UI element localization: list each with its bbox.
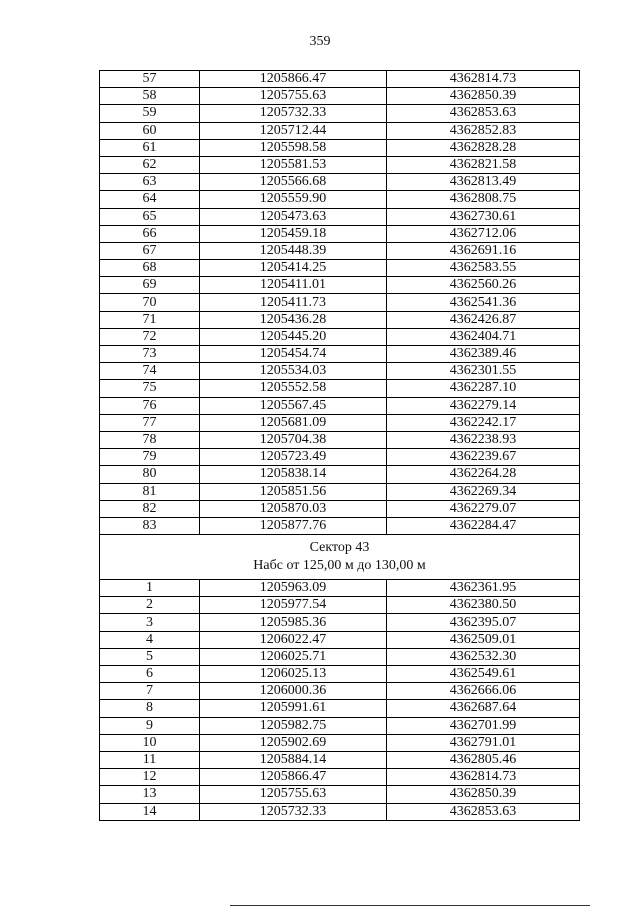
table-row xyxy=(100,346,580,363)
y-coordinate-cell: 4362279.07 xyxy=(387,500,580,517)
coordinates-body-before xyxy=(100,71,580,535)
point-number-cell: 10 xyxy=(100,734,200,751)
y-coordinate-cell: 4362853.63 xyxy=(387,105,580,122)
y-coordinate-cell: 4362560.26 xyxy=(387,277,580,294)
point-number-cell: 79 xyxy=(100,449,200,466)
point-number-cell: 64 xyxy=(100,191,200,208)
x-coordinate-cell: 1205866.47 xyxy=(200,71,387,88)
table-row xyxy=(100,208,580,225)
point-number-cell: 3 xyxy=(100,614,200,631)
y-coordinate-cell: 4362853.63 xyxy=(387,803,580,820)
x-coordinate-cell: 1205982.75 xyxy=(200,717,387,734)
y-coordinate-cell: 4362821.58 xyxy=(387,156,580,173)
x-coordinate-cell: 1205454.74 xyxy=(200,346,387,363)
table-row xyxy=(100,277,580,294)
y-coordinate-cell: 4362583.55 xyxy=(387,260,580,277)
y-coordinate-cell: 4362549.61 xyxy=(387,666,580,683)
point-number-cell: 75 xyxy=(100,380,200,397)
point-number-cell: 1 xyxy=(100,580,200,597)
y-coordinate-cell: 4362380.50 xyxy=(387,597,580,614)
x-coordinate-cell: 1205598.58 xyxy=(200,139,387,156)
x-coordinate-cell: 1205704.38 xyxy=(200,431,387,448)
table-row xyxy=(100,751,580,768)
x-coordinate-cell: 1205866.47 xyxy=(200,769,387,786)
y-coordinate-cell: 4362239.67 xyxy=(387,449,580,466)
point-number-cell: 59 xyxy=(100,105,200,122)
x-coordinate-cell: 1205473.63 xyxy=(200,208,387,225)
table-row xyxy=(100,397,580,414)
table-row xyxy=(100,328,580,345)
x-coordinate-cell: 1205755.63 xyxy=(200,88,387,105)
x-coordinate-cell: 1205902.69 xyxy=(200,734,387,751)
y-coordinate-cell: 4362852.83 xyxy=(387,122,580,139)
x-coordinate-cell: 1205445.20 xyxy=(200,328,387,345)
y-coordinate-cell: 4362389.46 xyxy=(387,346,580,363)
y-coordinate-cell: 4362730.61 xyxy=(387,208,580,225)
x-coordinate-cell: 1205712.44 xyxy=(200,122,387,139)
x-coordinate-cell: 1205977.54 xyxy=(200,597,387,614)
y-coordinate-cell: 4362301.55 xyxy=(387,363,580,380)
x-coordinate-cell: 1205414.25 xyxy=(200,260,387,277)
point-number-cell: 57 xyxy=(100,71,200,88)
x-coordinate-cell: 1206000.36 xyxy=(200,683,387,700)
point-number-cell: 65 xyxy=(100,208,200,225)
sector-title: Сектор 43 xyxy=(309,540,370,556)
x-coordinate-cell: 1205448.39 xyxy=(200,242,387,259)
point-number-cell: 62 xyxy=(100,156,200,173)
y-coordinate-cell: 4362701.99 xyxy=(387,717,580,734)
table-row xyxy=(100,139,580,156)
table-row xyxy=(100,597,580,614)
x-coordinate-cell: 1205681.09 xyxy=(200,414,387,431)
table-row xyxy=(100,631,580,648)
point-number-cell: 69 xyxy=(100,277,200,294)
table-row xyxy=(100,786,580,803)
y-coordinate-cell: 4362791.01 xyxy=(387,734,580,751)
y-coordinate-cell: 4362808.75 xyxy=(387,191,580,208)
x-coordinate-cell: 1205877.76 xyxy=(200,517,387,534)
table-row xyxy=(100,666,580,683)
y-coordinate-cell: 4362805.46 xyxy=(387,751,580,768)
point-number-cell: 61 xyxy=(100,139,200,156)
x-coordinate-cell: 1205870.03 xyxy=(200,500,387,517)
point-number-cell: 4 xyxy=(100,631,200,648)
point-number-cell: 74 xyxy=(100,363,200,380)
table-row xyxy=(100,500,580,517)
x-coordinate-cell: 1205723.49 xyxy=(200,449,387,466)
y-coordinate-cell: 4362361.95 xyxy=(387,580,580,597)
y-coordinate-cell: 4362404.71 xyxy=(387,328,580,345)
table-row xyxy=(100,483,580,500)
y-coordinate-cell: 4362269.34 xyxy=(387,483,580,500)
x-coordinate-cell: 1205534.03 xyxy=(200,363,387,380)
x-coordinate-cell: 1205963.09 xyxy=(200,580,387,597)
point-number-cell: 76 xyxy=(100,397,200,414)
point-number-cell: 63 xyxy=(100,174,200,191)
x-coordinate-cell: 1205838.14 xyxy=(200,466,387,483)
point-number-cell: 11 xyxy=(100,751,200,768)
point-number-cell: 73 xyxy=(100,346,200,363)
point-number-cell: 13 xyxy=(100,786,200,803)
x-coordinate-cell: 1205851.56 xyxy=(200,483,387,500)
table-row xyxy=(100,614,580,631)
table-row xyxy=(100,260,580,277)
footer-line xyxy=(230,905,590,906)
y-coordinate-cell: 4362850.39 xyxy=(387,88,580,105)
table-row xyxy=(100,717,580,734)
x-coordinate-cell: 1205732.33 xyxy=(200,803,387,820)
y-coordinate-cell: 4362395.07 xyxy=(387,614,580,631)
point-number-cell: 6 xyxy=(100,666,200,683)
point-number-cell: 60 xyxy=(100,122,200,139)
point-number-cell: 66 xyxy=(100,225,200,242)
point-number-cell: 70 xyxy=(100,294,200,311)
y-coordinate-cell: 4362509.01 xyxy=(387,631,580,648)
x-coordinate-cell: 1206025.71 xyxy=(200,648,387,665)
table-row xyxy=(100,71,580,88)
table-row xyxy=(100,414,580,431)
point-number-cell: 72 xyxy=(100,328,200,345)
point-number-cell: 12 xyxy=(100,769,200,786)
y-coordinate-cell: 4362687.64 xyxy=(387,700,580,717)
table-row xyxy=(100,449,580,466)
point-number-cell: 80 xyxy=(100,466,200,483)
table-row xyxy=(100,700,580,717)
table-row xyxy=(100,122,580,139)
table-row xyxy=(100,580,580,597)
y-coordinate-cell: 4362287.10 xyxy=(387,380,580,397)
table-row xyxy=(100,363,580,380)
sector-header-row xyxy=(100,535,580,580)
y-coordinate-cell: 4362813.49 xyxy=(387,174,580,191)
x-coordinate-cell: 1205732.33 xyxy=(200,105,387,122)
x-coordinate-cell: 1206025.13 xyxy=(200,666,387,683)
table-row xyxy=(100,380,580,397)
point-number-cell: 68 xyxy=(100,260,200,277)
table-row xyxy=(100,88,580,105)
page-number: 359 xyxy=(309,34,331,49)
x-coordinate-cell: 1205991.61 xyxy=(200,700,387,717)
sector-header-cell xyxy=(100,535,580,580)
y-coordinate-cell: 4362691.16 xyxy=(387,242,580,259)
y-coordinate-cell: 4362712.06 xyxy=(387,225,580,242)
coordinates-table xyxy=(99,70,580,821)
point-number-cell: 82 xyxy=(100,500,200,517)
table-row xyxy=(100,242,580,259)
point-number-cell: 81 xyxy=(100,483,200,500)
y-coordinate-cell: 4362814.73 xyxy=(387,769,580,786)
table-row xyxy=(100,803,580,820)
point-number-cell: 58 xyxy=(100,88,200,105)
table-row xyxy=(100,311,580,328)
table-row xyxy=(100,683,580,700)
table-row xyxy=(100,174,580,191)
table-row xyxy=(100,156,580,173)
point-number-cell: 5 xyxy=(100,648,200,665)
y-coordinate-cell: 4362264.28 xyxy=(387,466,580,483)
x-coordinate-cell: 1205985.36 xyxy=(200,614,387,631)
x-coordinate-cell: 1205884.14 xyxy=(200,751,387,768)
y-coordinate-cell: 4362532.30 xyxy=(387,648,580,665)
table-row xyxy=(100,431,580,448)
point-number-cell: 14 xyxy=(100,803,200,820)
table-row xyxy=(100,105,580,122)
point-number-cell: 8 xyxy=(100,700,200,717)
table-row xyxy=(100,517,580,534)
y-coordinate-cell: 4362426.87 xyxy=(387,311,580,328)
point-number-cell: 9 xyxy=(100,717,200,734)
point-number-cell: 71 xyxy=(100,311,200,328)
x-coordinate-cell: 1205581.53 xyxy=(200,156,387,173)
x-coordinate-cell: 1205566.68 xyxy=(200,174,387,191)
x-coordinate-cell: 1205411.01 xyxy=(200,277,387,294)
point-number-cell: 83 xyxy=(100,517,200,534)
table-row xyxy=(100,769,580,786)
y-coordinate-cell: 4362828.28 xyxy=(387,139,580,156)
x-coordinate-cell: 1205552.58 xyxy=(200,380,387,397)
y-coordinate-cell: 4362279.14 xyxy=(387,397,580,414)
y-coordinate-cell: 4362850.39 xyxy=(387,786,580,803)
sector-header-body xyxy=(100,535,580,580)
table-row xyxy=(100,648,580,665)
table-row xyxy=(100,191,580,208)
y-coordinate-cell: 4362666.06 xyxy=(387,683,580,700)
table-row xyxy=(100,466,580,483)
x-coordinate-cell: 1205559.90 xyxy=(200,191,387,208)
point-number-cell: 7 xyxy=(100,683,200,700)
y-coordinate-cell: 4362814.73 xyxy=(387,71,580,88)
y-coordinate-cell: 4362541.36 xyxy=(387,294,580,311)
point-number-cell: 77 xyxy=(100,414,200,431)
sector-subtitle: Набс от 125,00 м до 130,00 м xyxy=(253,558,426,574)
x-coordinate-cell: 1205436.28 xyxy=(200,311,387,328)
x-coordinate-cell: 1206022.47 xyxy=(200,631,387,648)
y-coordinate-cell: 4362242.17 xyxy=(387,414,580,431)
point-number-cell: 67 xyxy=(100,242,200,259)
coordinates-body-after xyxy=(100,580,580,821)
y-coordinate-cell: 4362284.47 xyxy=(387,517,580,534)
table-row xyxy=(100,225,580,242)
x-coordinate-cell: 1205755.63 xyxy=(200,786,387,803)
point-number-cell: 2 xyxy=(100,597,200,614)
table-row xyxy=(100,734,580,751)
x-coordinate-cell: 1205567.45 xyxy=(200,397,387,414)
y-coordinate-cell: 4362238.93 xyxy=(387,431,580,448)
point-number-cell: 78 xyxy=(100,431,200,448)
table-row xyxy=(100,294,580,311)
x-coordinate-cell: 1205411.73 xyxy=(200,294,387,311)
x-coordinate-cell: 1205459.18 xyxy=(200,225,387,242)
